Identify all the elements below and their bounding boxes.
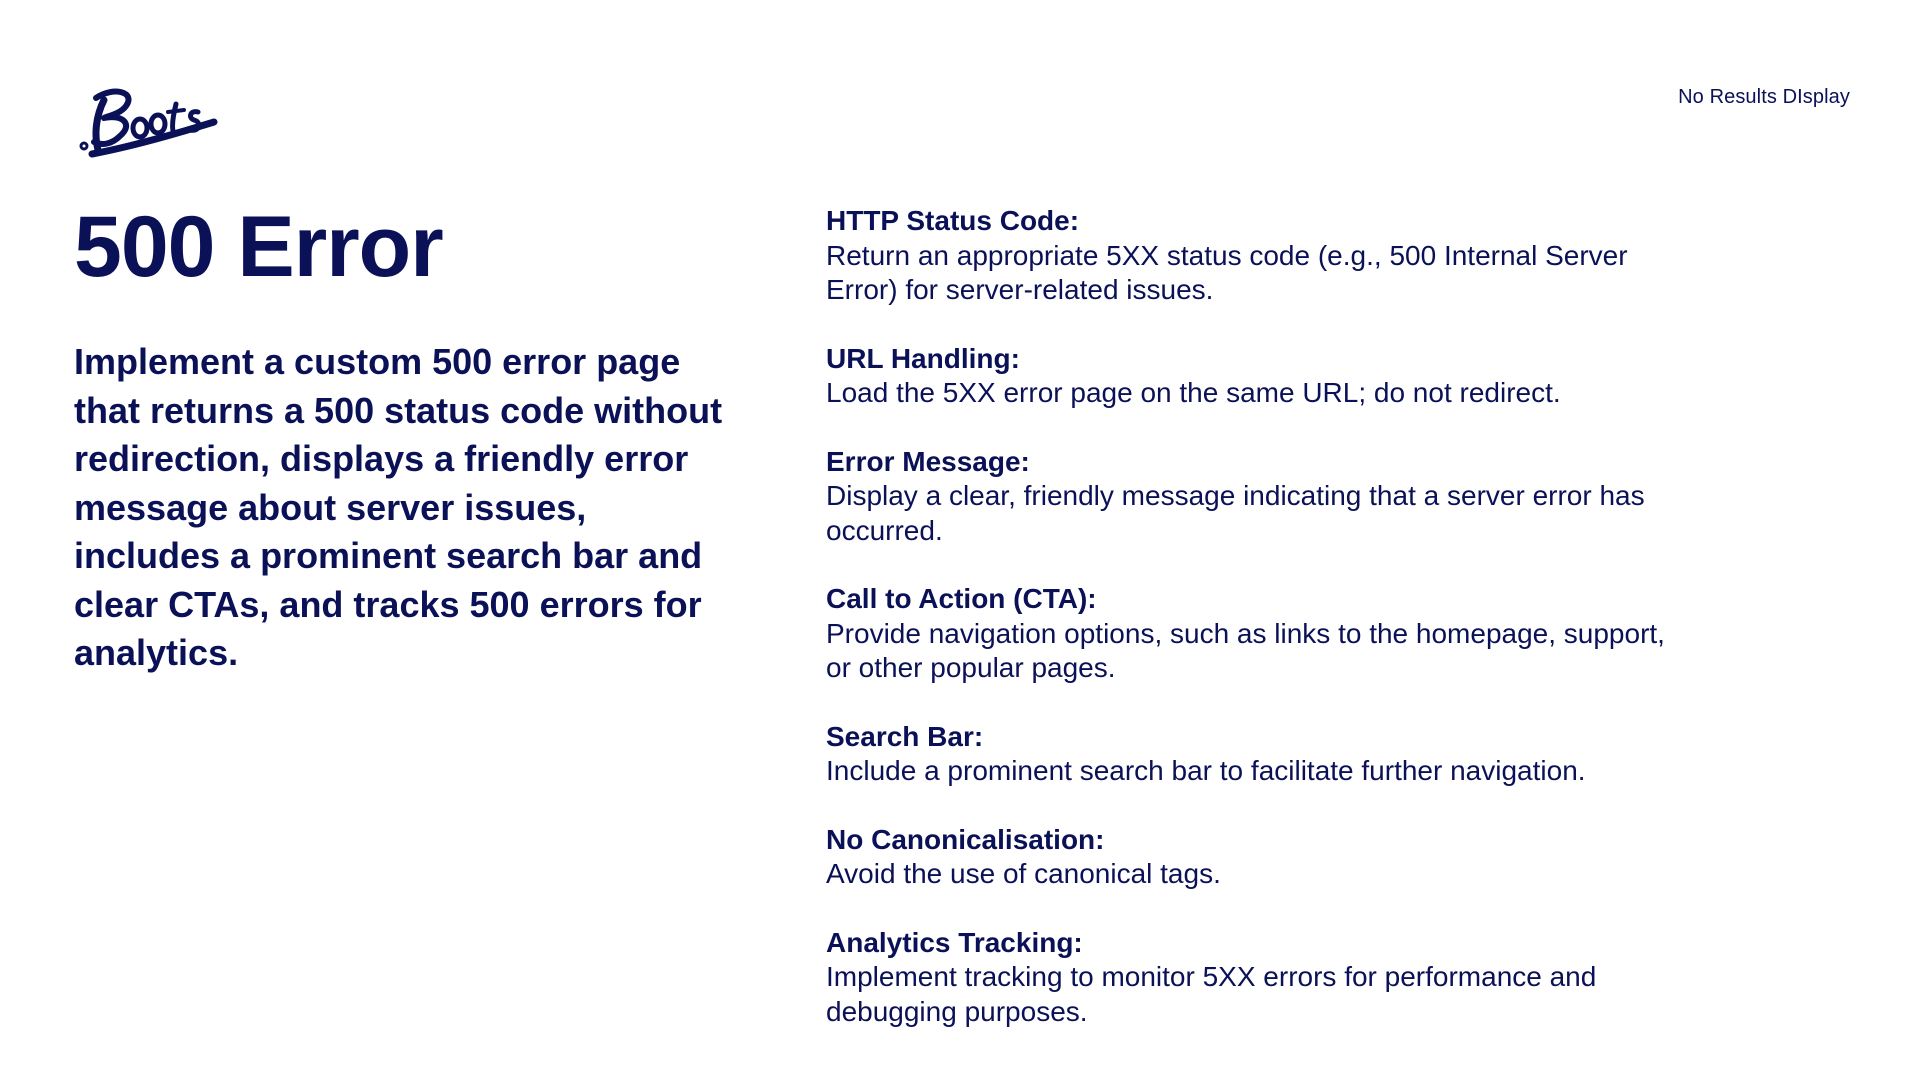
requirement-text: Return an appropriate 5XX status code (e.g., 500 Internal Server Error) for server-related issues. bbox=[826, 239, 1628, 305]
requirement-heading: Call to Action (CTA): bbox=[826, 583, 1097, 614]
requirement-search-bar bbox=[826, 720, 1686, 789]
requirement-heading: Search Bar: bbox=[826, 720, 984, 752]
requirements-list bbox=[826, 204, 1686, 1063]
requirement-text: Include a prominent search bar to facilitate further navigation. bbox=[826, 755, 1586, 786]
requirement-http-status-code bbox=[826, 204, 1686, 308]
requirement-call-to-action bbox=[826, 582, 1686, 686]
requirement-heading: HTTP Status Code: bbox=[826, 205, 1080, 236]
requirement-heading: Error Message: bbox=[826, 445, 1030, 477]
requirement-error-message bbox=[826, 445, 1686, 549]
boots-logo bbox=[74, 82, 226, 168]
requirement-heading: URL Handling: bbox=[826, 342, 1020, 374]
requirement-no-canonicalisation bbox=[826, 823, 1686, 892]
requirement-url-handling bbox=[826, 342, 1686, 411]
requirement-text: Display a clear, friendly message indicating that a server error has occurred. bbox=[826, 480, 1645, 546]
requirement-heading: Analytics Tracking: bbox=[826, 926, 1083, 958]
requirement-text: Implement tracking to monitor 5XX errors for performance and debugging purposes. bbox=[826, 961, 1597, 1027]
requirement-text: Provide navigation options, such as links to the homepage, support, or other popular pages. bbox=[826, 617, 1665, 683]
requirement-text: Avoid the use of canonical tags. bbox=[826, 858, 1221, 889]
page-summary: Implement a custom 500 error page that returns a 500 status code without redirection, displays a friendly error message about server issues, includes a prominent search bar and clear CTAs, and tracks 500 errors for analytics. bbox=[74, 341, 723, 673]
page-title: 500 Error bbox=[74, 199, 443, 295]
requirement-text: Load the 5XX error page on the same URL; do not redirect. bbox=[826, 377, 1561, 408]
requirement-heading: No Canonicalisation: bbox=[826, 823, 1105, 855]
requirement-analytics-tracking bbox=[826, 926, 1686, 1030]
section-label: No Results DIsplay bbox=[1678, 86, 1850, 108]
